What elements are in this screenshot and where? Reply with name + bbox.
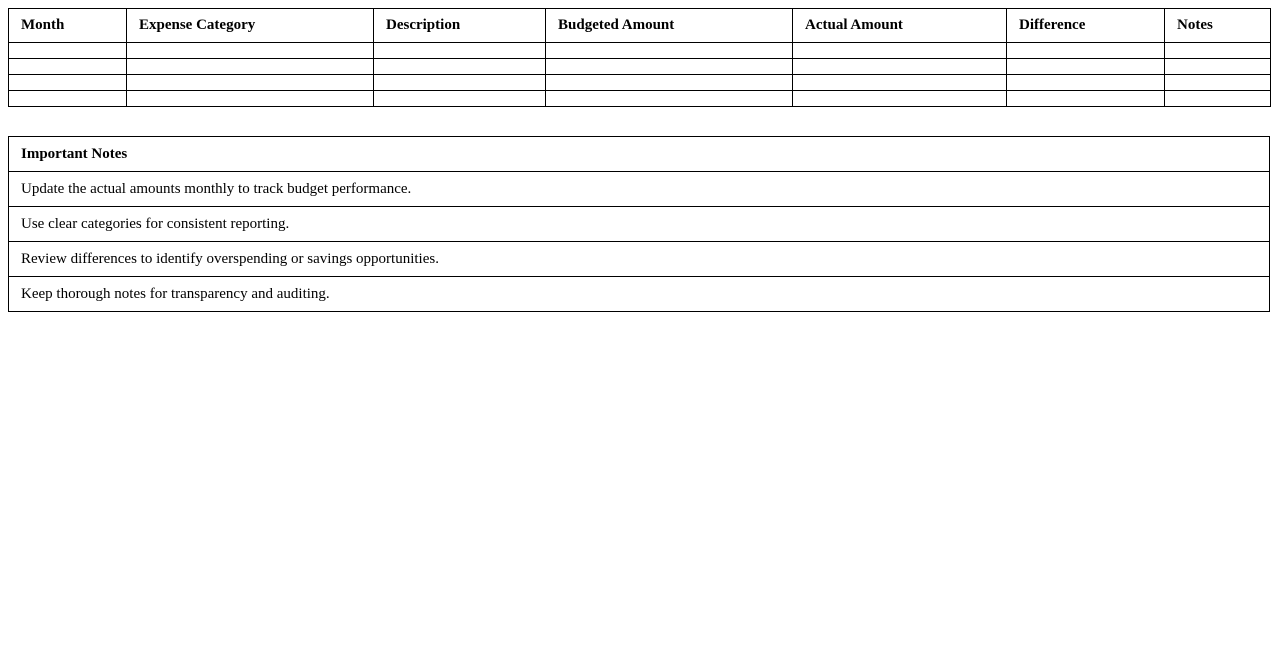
notes-header-row — [9, 137, 1270, 172]
note-row — [9, 277, 1270, 312]
header-month: Month — [9, 9, 127, 43]
note-row — [9, 172, 1270, 207]
table-cell[interactable] — [127, 91, 374, 107]
table-cell[interactable] — [546, 59, 793, 75]
table-cell[interactable] — [793, 91, 1007, 107]
note-item: Update the actual amounts monthly to track budget performance. — [9, 172, 1270, 207]
table-cell[interactable] — [793, 43, 1007, 59]
table-cell[interactable] — [1007, 91, 1165, 107]
header-description: Description — [374, 9, 546, 43]
notes-title: Important Notes — [9, 137, 1270, 172]
note-row — [9, 242, 1270, 277]
table-cell[interactable] — [127, 75, 374, 91]
table-cell[interactable] — [9, 75, 127, 91]
table-cell[interactable] — [1007, 43, 1165, 59]
table-cell[interactable] — [9, 59, 127, 75]
header-budgeted-amount: Budgeted Amount — [546, 9, 793, 43]
note-item: Use clear categories for consistent reporting. — [9, 207, 1270, 242]
header-actual-amount: Actual Amount — [793, 9, 1007, 43]
header-expense-category: Expense Category — [127, 9, 374, 43]
table-cell[interactable] — [1165, 43, 1271, 59]
table-cell[interactable] — [1165, 91, 1271, 107]
table-row — [9, 59, 1271, 75]
table-cell[interactable] — [546, 91, 793, 107]
header-notes: Notes — [1165, 9, 1271, 43]
note-item: Keep thorough notes for transparency and auditing. — [9, 277, 1270, 312]
table-cell[interactable] — [793, 75, 1007, 91]
table-row — [9, 43, 1271, 59]
table-cell[interactable] — [1007, 59, 1165, 75]
budget-header-row — [9, 9, 1271, 43]
table-row — [9, 75, 1271, 91]
budget-table — [8, 8, 1271, 107]
note-item: Review differences to identify overspending or savings opportunities. — [9, 242, 1270, 277]
table-cell[interactable] — [546, 43, 793, 59]
table-cell[interactable] — [374, 59, 546, 75]
table-cell[interactable] — [9, 43, 127, 59]
table-cell[interactable] — [793, 59, 1007, 75]
table-cell[interactable] — [1165, 59, 1271, 75]
table-row — [9, 91, 1271, 107]
table-cell[interactable] — [374, 75, 546, 91]
table-cell[interactable] — [374, 43, 546, 59]
header-difference: Difference — [1007, 9, 1165, 43]
table-cell[interactable] — [127, 43, 374, 59]
table-cell[interactable] — [1007, 75, 1165, 91]
note-row — [9, 207, 1270, 242]
table-cell[interactable] — [546, 75, 793, 91]
table-cell[interactable] — [127, 59, 374, 75]
notes-table — [8, 136, 1270, 312]
table-cell[interactable] — [1165, 75, 1271, 91]
table-cell[interactable] — [374, 91, 546, 107]
table-cell[interactable] — [9, 91, 127, 107]
